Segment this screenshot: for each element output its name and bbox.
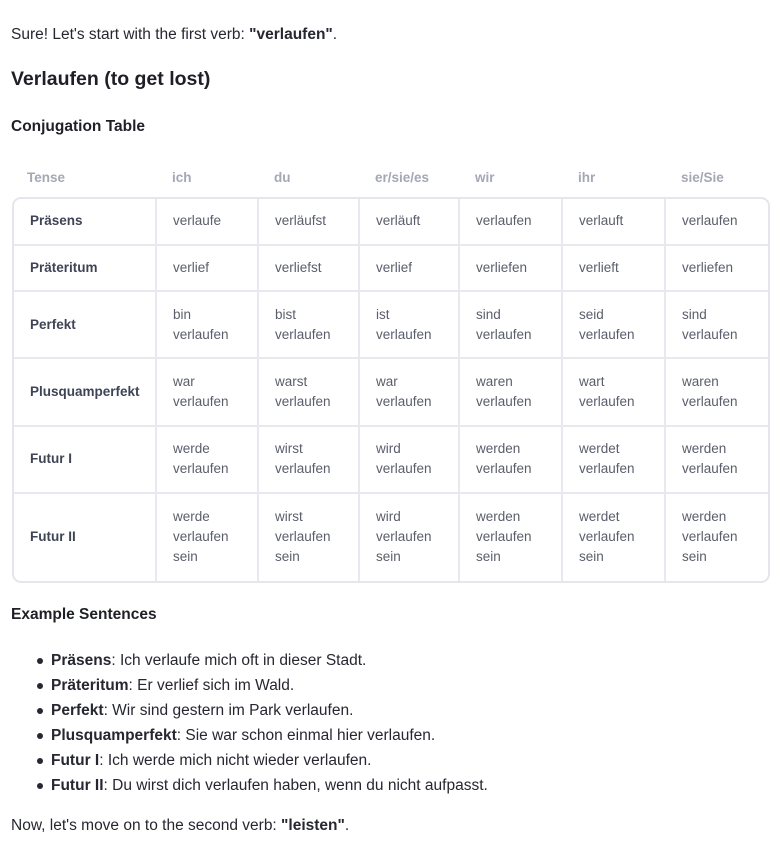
tense-cell: Plusquamperfekt [14,358,156,425]
example-sentence: : Sie war schon einmal hier verlaufen. [176,727,436,744]
conjugation-word: sein [579,549,604,565]
conjugation-word: sein [476,549,501,565]
conjugation-word: werden [682,441,727,457]
example-sentence: : Du wirst dich verlaufen haben, wenn du nicht aufpasst. [103,777,488,794]
conjugation-cell [258,291,359,358]
conjugation-word: wird [376,441,401,457]
example-sentence: : Ich verlaufe mich oft in dieser Stadt. [111,652,367,669]
verb-heading: Verlaufen (to get lost) [11,68,211,90]
example-tense-label: Plusquamperfekt [51,727,177,744]
table-row [14,358,768,425]
conjugation-cell [156,426,258,493]
conjugation-word: werden [476,441,521,457]
conjugation-word: verlaufen [173,529,229,545]
conjugation-word: war [376,373,398,389]
conjugation-word: verlaufen [275,529,331,545]
conjugation-word: verlaufen [476,461,532,477]
tense-cell: Futur II [14,493,156,581]
conjugation-cell [562,426,665,493]
conjugation-cell: verlaufen [665,199,768,245]
header-sie-Sie[interactable]: sie/Sie [681,170,724,185]
conjugation-cell [359,291,459,358]
intro-verb: "verlaufen" [249,26,333,43]
conjugation-word: bin [173,306,192,322]
outro-prefix: Now, let's move on to the second verb: [11,817,282,834]
conjugation-word: sein [275,549,300,565]
example-sentence: : Ich werde mich nicht wieder verlaufen. [99,752,372,769]
header-ihr[interactable]: ihr [578,170,596,185]
conjugation-cell [459,291,562,358]
conjugation-cell [665,493,768,581]
conjugation-cell [156,358,258,425]
conjugation-cell: verlaufe [156,199,258,245]
conjugation-word: bist [275,306,297,322]
conjugation-cell: verliefen [459,245,562,292]
conjugation-word: verlaufen [579,393,635,409]
conjugation-word: verlaufen [275,326,331,342]
conjugation-cell: verläuft [359,199,459,245]
list-item [51,650,488,675]
header-er-sie-es[interactable]: er/sie/es [375,170,430,185]
conjugation-cell: verlauft [562,199,665,245]
conjugation-cell [665,358,768,425]
list-item [51,700,488,725]
conjugation-word: verlaufen [173,326,229,342]
conjugation-cell [359,358,459,425]
conjugation-word: werden [682,509,727,525]
conjugation-word: werdet [579,441,620,457]
conjugation-word: waren [476,373,513,389]
list-item [51,775,488,800]
conjugation-word: verlaufen [682,393,738,409]
outro-text [11,817,349,835]
conjugation-cell [562,358,665,425]
example-tense-label: Präteritum [51,677,129,694]
example-tense-label: Futur II [51,777,104,794]
conjugation-cell [258,493,359,581]
tense-cell: Perfekt [14,291,156,358]
conjugation-word: verlaufen [682,461,738,477]
conjugation-word: verlaufen [579,326,635,342]
conjugation-cell [156,493,258,581]
conjugation-table [12,197,770,583]
conjugation-word: verlaufen [682,326,738,342]
example-sentence: : Wir sind gestern im Park verlaufen. [103,702,354,719]
conjugation-word: sein [376,549,401,565]
header-ich[interactable]: ich [172,170,192,185]
conjugation-word: verlaufen [376,461,432,477]
conjugation-word: sind [682,306,707,322]
conjugation-word: verlaufen [476,326,532,342]
conjugation-cell [562,493,665,581]
conjugation-cell: verlief [359,245,459,292]
conjugation-word: werden [476,509,521,525]
conjugation-word: waren [682,373,719,389]
conjugation-word: verlaufen [376,529,432,545]
conjugation-word: wirst [275,509,303,525]
example-sentences-title: Example Sentences [11,606,157,623]
intro-text [11,26,337,44]
conjugation-word: verlaufen [173,461,229,477]
table-row [14,493,768,581]
conjugation-word: warst [275,373,308,389]
conjugation-word: sein [173,549,198,565]
conjugation-cell [562,291,665,358]
conjugation-cell: verlaufen [459,199,562,245]
outro-verb: "leisten" [281,817,345,834]
tense-cell: Futur I [14,426,156,493]
conjugation-word: wird [376,509,401,525]
example-list [11,650,488,800]
conjugation-cell: verläufst [258,199,359,245]
conjugation-cell [665,426,768,493]
conjugation-word: sind [476,306,501,322]
conjugation-cell [156,291,258,358]
example-sentence: : Er verlief sich im Wald. [128,677,295,694]
list-item [51,750,488,775]
conjugation-word: verlaufen [579,529,635,545]
conjugation-cell: verliefst [258,245,359,292]
conjugation-word: verlaufen [579,461,635,477]
conjugation-word: verlaufen [376,326,432,342]
table-row [14,199,768,245]
conjugation-table-title: Conjugation Table [11,118,146,135]
list-item [51,725,488,750]
header-wir[interactable]: wir [475,170,495,185]
conjugation-word: seid [579,306,604,322]
conjugation-cell [459,493,562,581]
example-tense-label: Präsens [51,652,112,669]
table-row [14,291,768,358]
intro-prefix: Sure! Let's start with the first verb: [11,26,250,43]
list-item [51,675,488,700]
conjugation-cell [359,426,459,493]
conjugation-cell [665,291,768,358]
example-tense-label: Futur I [51,752,100,769]
conjugation-word: verlaufen [376,393,432,409]
header-du[interactable]: du [274,170,291,185]
conjugation-cell [459,426,562,493]
conjugation-word: werde [173,441,210,457]
conjugation-word: werde [173,509,210,525]
outro-suffix: . [344,817,350,834]
conjugation-word: verlaufen [682,529,738,545]
conjugation-word: wart [579,373,605,389]
conjugation-cell [258,426,359,493]
conjugation-cell: verliefen [665,245,768,292]
header-tense[interactable]: Tense [27,170,66,185]
conjugation-word: sein [682,549,707,565]
conjugation-cell [258,358,359,425]
conjugation-word: verlaufen [275,393,331,409]
tense-cell: Präsens [14,199,156,245]
example-tense-label: Perfekt [51,702,104,719]
table-row [14,426,768,493]
conjugation-word: war [173,373,195,389]
conjugation-word: verlaufen [275,461,331,477]
conjugation-cell: verlief [156,245,258,292]
conjugation-word: ist [376,306,390,322]
intro-suffix: . [332,26,338,43]
conjugation-word: verlaufen [476,393,532,409]
tense-cell: Präteritum [14,245,156,292]
conjugation-cell [359,493,459,581]
conjugation-cell [459,358,562,425]
conjugation-word: verlaufen [476,529,532,545]
table-row [14,245,768,292]
table-header [12,170,768,190]
conjugation-word: werdet [579,509,620,525]
conjugation-word: verlaufen [173,393,229,409]
conjugation-cell: verlieft [562,245,665,292]
conjugation-word: wirst [275,441,303,457]
